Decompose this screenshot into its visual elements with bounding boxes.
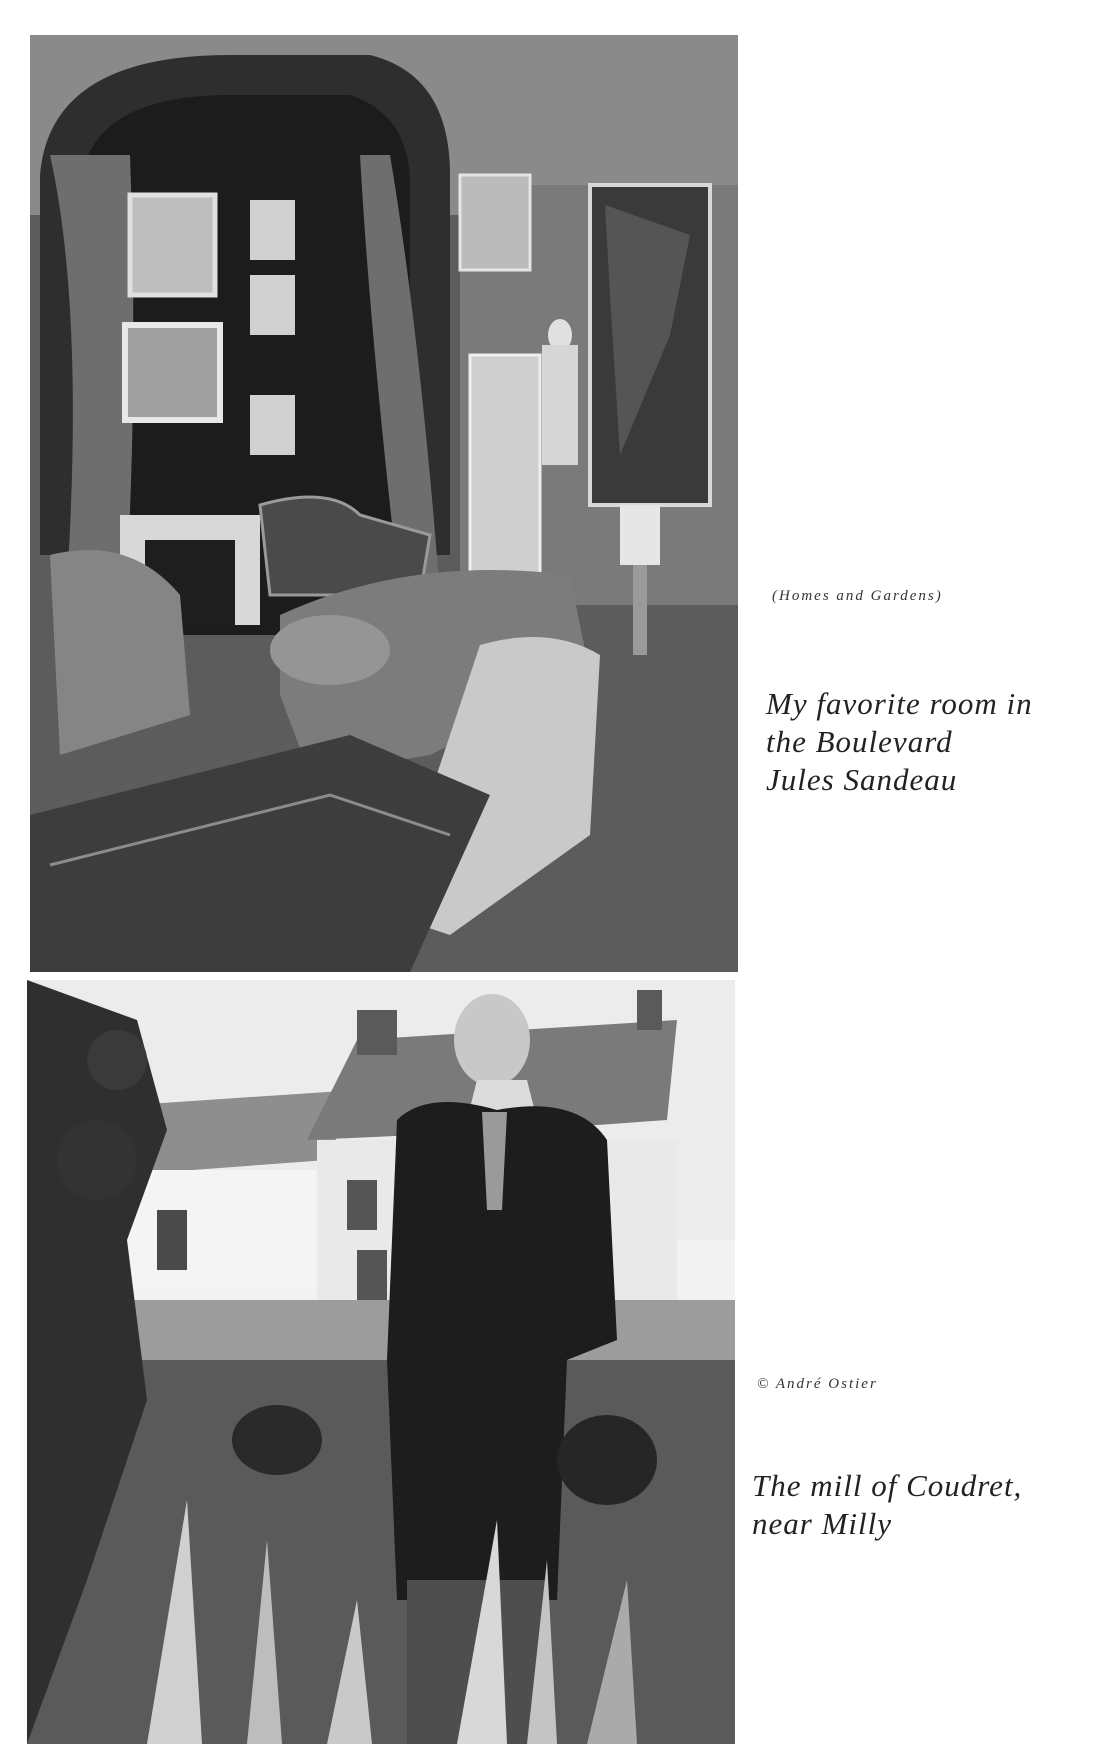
caption-line: The mill of Coudret,	[752, 1468, 1023, 1503]
caption-line: near Milly	[752, 1506, 892, 1541]
mill-of-coudret-photo	[27, 980, 735, 1744]
room-photo-caption	[766, 685, 1033, 799]
caption-line: Jules Sandeau	[766, 762, 958, 797]
room-photo-credit: (Homes and Gardens)	[772, 588, 943, 604]
mill-photo-image	[27, 980, 735, 1744]
caption-line: the Boulevard	[766, 724, 953, 759]
mill-photo-credit: © André Ostier	[757, 1376, 878, 1392]
mill-photo-caption	[752, 1467, 1022, 1543]
room-photo-image	[30, 35, 738, 972]
caption-line: My favorite room in	[766, 686, 1033, 721]
favorite-room-photo	[30, 35, 738, 972]
